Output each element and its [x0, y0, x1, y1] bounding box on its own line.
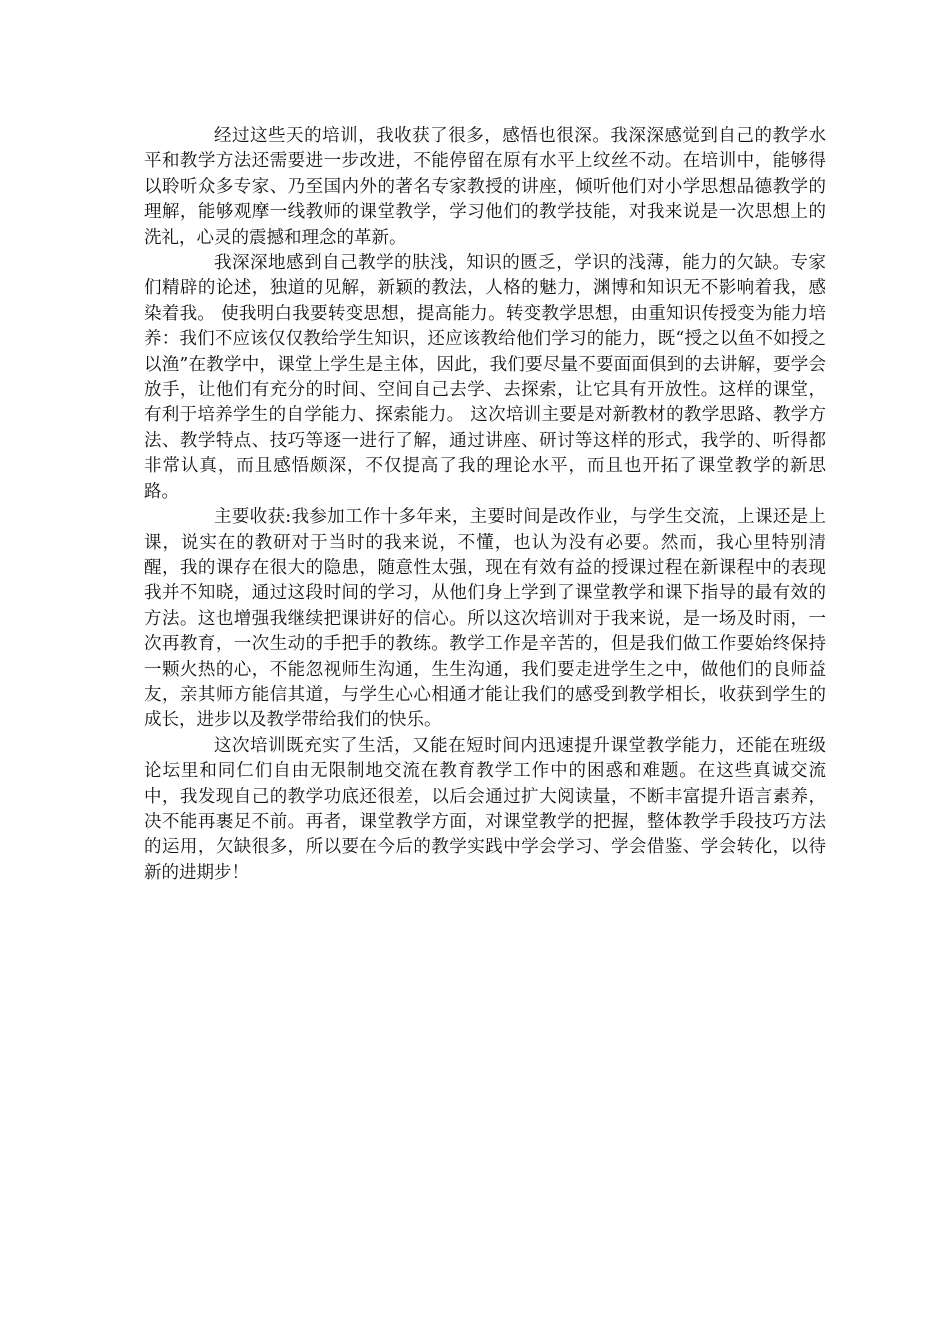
paragraph-4: 这次培训既充实了生活，又能在短时间内迅速提升课堂教学能力，还能在班级论坛里和同仁们自由无限制地交流在教育教学工作中的困惑和难题。在这些真诚交流中，我发现自己的教学功底还很差，以后会通过扩大阅读量，不断丰富提升语言素养，决不能再裹足不前。再者，课堂教学方面，对课堂教学的把握，整体教学手段技巧方法的运用，欠缺很多，所以要在今后的教学实践中学会学习、学会借鉴、学会转化，以待新的进期步！: [144, 735, 826, 883]
paragraph-2: 我深深地感到自己教学的肤浅，知识的匮乏，学识的浅薄，能力的欠缺。专家们精辟的论述，独道的见解，新颖的教法，人格的魅力，渊博和知识无不影响着我，感染着我。 使我明白我要转变思想，提高能力。转变教学思想，由重知识传授变为能力培养：我们不应该仅仅教给学生知识，还应该教给他们学习的能力，既“授之以鱼不如授之以渔”在教学中，课堂上学生是主体，因此，我们要尽量不要面面俱到的去讲解，要学会放手，让他们有充分的时间、空间自己去学、去探索，让它具有开放性。这样的课堂，有利于培养学生的自学能力、探索能力。 这次培训主要是对新教材的教学思路、教学方法、教学特点、技巧等逐一进行了解，通过讲座、研讨等这样的形式，我学的、听得都非常认真，而且感悟颇深，不仅提高了我的理论水平，而且也开拓了课堂教学的新思路。: [144, 253, 826, 502]
paragraph-1: 经过这些天的培训，我收获了很多，感悟也很深。我深深感觉到自己的教学水平和教学方法还需要进一步改进，不能停留在原有水平上纹丝不动。在培训中，能够得以聆听众多专家、乃至国内外的著名专家教授的讲座，倾听他们对小学思想品德教学的理解，能够观摩一线教师的课堂教学，学习他们的教学技能，对我来说是一次思想上的洗礼，心灵的震撼和理念的革新。: [144, 126, 826, 248]
document-body: [144, 124, 826, 886]
paragraph-3: 主要收获:我参加工作十多年来，主要时间是改作业，与学生交流，上课还是上课，说实在的教研对于当时的我来说，不懂，也认为没有必要。然而，我心里特别清醒，我的课存在很大的隐患，随意性太强，现在有效有益的授课过程在新课程中的表现我并不知晓，通过这段时间的学习，从他们身上学到了课堂教学和课下指导的最有效的方法。这也增强我继续把课讲好的信心。所以这次培训对于我来说，是一场及时雨，一次再教育，一次生动的手把手的教练。教学工作是辛苦的，但是我们做工作要始终保持一颗火热的心，不能忽视师生沟通，生生沟通，我们要走进学生之中，做他们的良师益友，亲其师方能信其道，与学生心心相通才能让我们的感受到教学相长，收获到学生的成长，进步以及教学带给我们的快乐。: [144, 507, 826, 731]
